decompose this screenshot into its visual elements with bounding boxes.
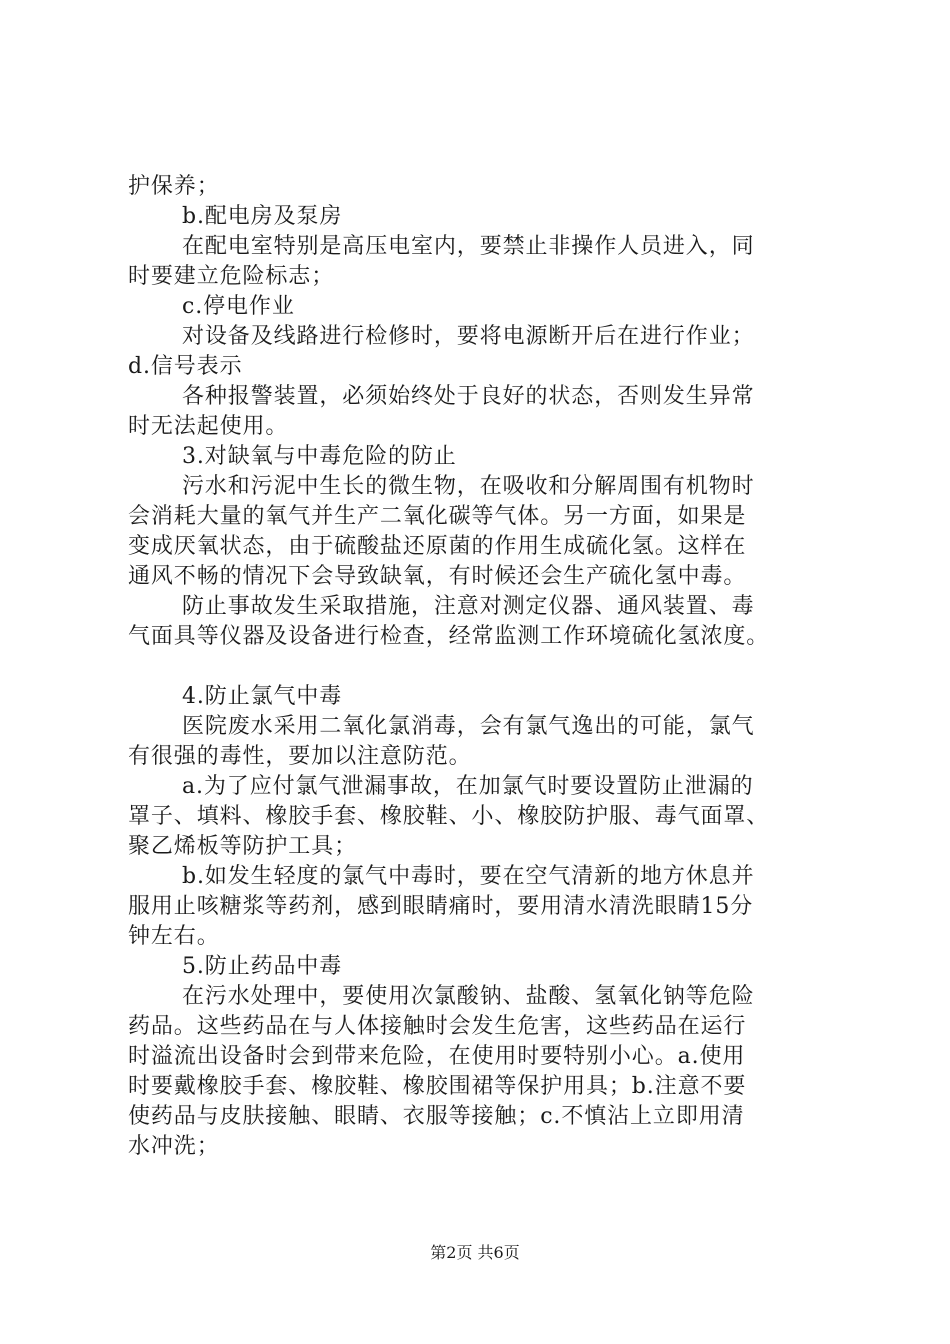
text-line: 医院废水采用二氧化氯消毒，会有氯气逸出的可能，氯气 — [182, 714, 755, 739]
text-line: 有很强的毒性，要加以注意防范。 — [128, 744, 472, 769]
text-line: 水冲洗； — [128, 1134, 220, 1159]
text-line: 钟左右。 — [128, 924, 220, 949]
text-line: 对设备及线路进行检修时，要将电源断开后在进行作业； — [182, 324, 755, 349]
text-line: 变成厌氧状态，由于硫酸盐还原菌的作用生成硫化氢。这样在 — [128, 534, 747, 559]
text-line: 污水和污泥中生长的微生物，在吸收和分解周围有机物时 — [182, 474, 755, 499]
text-line: b.配电房及泵房 — [182, 204, 343, 229]
text-line: 在配电室特别是高压电室内，要禁止非操作人员进入，同 — [182, 234, 755, 259]
text-line: 防止事故发生采取措施，注意对测定仪器、通风装置、毒 — [182, 594, 755, 619]
text-line: 护保养； — [128, 174, 220, 199]
text-line: 气面具等仪器及设备进行检查，经常监测工作环境硫化氢浓度。 — [128, 624, 770, 649]
text-line: 使药品与皮肤接触、眼睛、衣服等接触；c.不慎沾上立即用清 — [128, 1104, 745, 1129]
text-line: c.停电作业 — [182, 294, 295, 319]
text-line: 药品。这些药品在与人体接触时会发生危害，这些药品在运行 — [128, 1014, 747, 1039]
body-text — [128, 172, 828, 1162]
blank-line — [128, 652, 828, 682]
text-line: 聚乙烯板等防护工具； — [128, 834, 358, 859]
text-line: 通风不畅的情况下会导致缺氧，有时候还会生产硫化氢中毒。 — [128, 564, 747, 589]
page-footer: 第2页 共6页 — [430, 1243, 520, 1262]
text-line: 会消耗大量的氧气并生产二氧化碳等气体。另一方面，如果是 — [128, 504, 747, 529]
text-line: 5.防止药品中毒 — [182, 954, 343, 979]
text-line: 时溢流出设备时会到带来危险，在使用时要特别小心。a.使用 — [128, 1044, 746, 1069]
text-line: b.如发生轻度的氯气中毒时，要在空气清新的地方休息并 — [182, 864, 755, 889]
text-line: a.为了应付氯气泄漏事故，在加氯气时要设置防止泄漏的 — [182, 774, 754, 799]
text-line: 服用止咳糖浆等药剂，感到眼睛痛时，要用清水清洗眼睛15分 — [128, 894, 754, 919]
text-line: 在污水处理中，要使用次氯酸钠、盐酸、氢氧化钠等危险 — [182, 984, 755, 1009]
text-line: d.信号表示 — [128, 354, 243, 379]
text-line: 时要戴橡胶手套、橡胶鞋、橡胶围裙等保护用具；b.注意不要 — [128, 1074, 747, 1099]
text-line: 各种报警装置，必须始终处于良好的状态，否则发生异常 — [182, 384, 755, 409]
text-line: 3.对缺氧与中毒危险的防止 — [182, 444, 457, 469]
text-line: 罩子、填料、橡胶手套、橡胶鞋、小、橡胶防护服、毒气面罩、 — [128, 804, 770, 829]
text-line: 时要建立危险标志； — [128, 264, 335, 289]
text-line: 时无法起使用。 — [128, 414, 289, 439]
text-line: 4.防止氯气中毒 — [182, 684, 343, 709]
